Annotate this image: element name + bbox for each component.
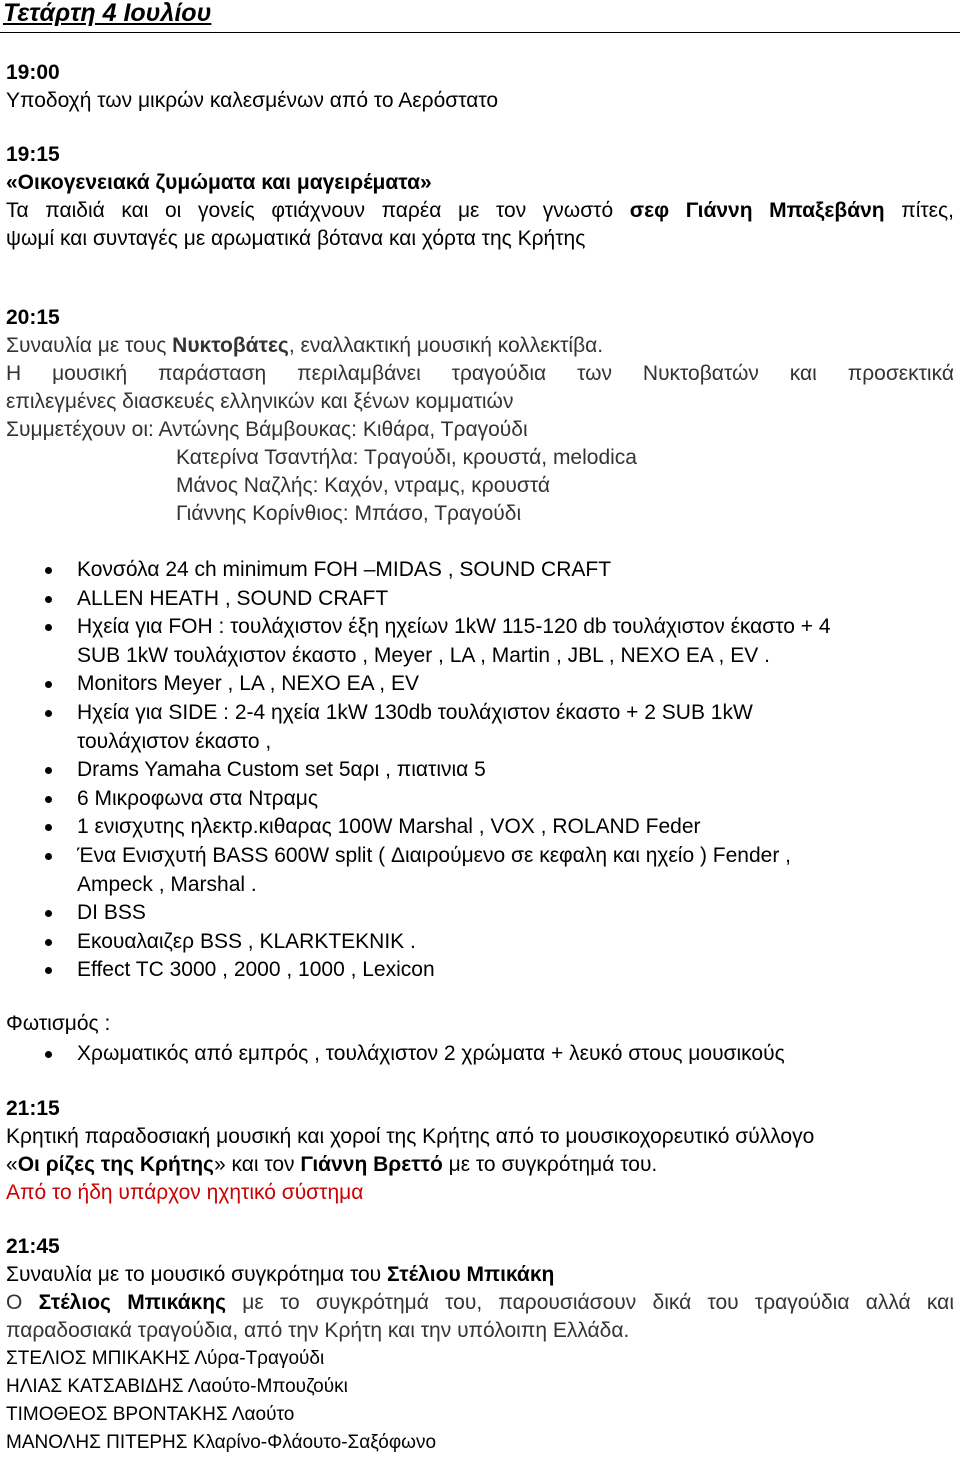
list-item [6,756,954,785]
list-item-text: τουλάχιστον έκαστο , [77,729,272,753]
text-2145-line3: παραδοσιακά τραγούδια, από την Κρήτη και την υπόλοιπη Ελλάδα. [6,1318,630,1342]
list-item [6,928,954,957]
list-item-text: DI BSS [77,901,146,925]
text-2145-line2 [6,1289,954,1317]
intro-2015-c: , εναλλακτική μουσική κολλεκτίβα. [288,334,604,357]
group-name: Οι ρίζες της Κρήτης [17,1152,214,1176]
list-item-text: Effect TC 3000 , 2000 , 1000 , Lexicon [77,958,435,982]
list-item [6,556,954,585]
text-1900: Υποδοχή των μικρών καλεσμένων από το Αερόστατο [6,89,499,112]
text-2115-l2-e: με το συγκρότημά του. [442,1152,658,1176]
time-2015: 20:15 [6,306,60,329]
time-1915: 19:15 [6,143,60,166]
lighting-list [6,1040,954,1069]
artist-name-bikakis-2: Στέλιος Μπικάκης [38,1290,226,1314]
list-item-text: ALLEN HEATH , SOUND CRAFT [77,586,389,610]
list-item-text: Ηχεία για FOH : τουλάχιστον έξη ηχείων 1kW 115-120 db τουλάχιστον έκαστο + 4 [77,615,831,639]
list-item-text: Monitors Meyer , LA , NEXO EA , EV [77,672,419,696]
members-label-2015: Συμμετέχουν οι: Αντώνης Βάμβουκας: Κιθάρα, Τραγούδι [6,418,528,441]
text-2115-line1: Κρητική παραδοσιακή μουσική και χοροί της Κρήτης από το μουσικοχορευτικό σύλλογο [6,1124,815,1148]
text-1915-l1-a: Τα παιδιά και οι γονείς φτιάχνουν παρέα με τον γνωστό [6,199,630,222]
page-title: Τετάρτη 4 Ιουλίου [3,0,212,27]
list-item [6,899,954,928]
equipment-list [6,556,954,985]
text-1915-line1 [6,197,954,225]
list-item [6,785,954,814]
member-2145: ΣΤΕΛΙΟΣ ΜΠΙΚΑΚΗΣ Λύρα-Τραγούδι [6,1347,325,1369]
artist-name-vrettos: Γιάννη Βρεττό [300,1152,443,1176]
lighting-label: Φωτισμός : [6,1011,111,1035]
member-2015: Μάνος Ναζλής: Καχόν, ντραμς, κρουστά [176,474,550,497]
text-2115-line2 [6,1151,954,1179]
member-2145: ΜΑΝΟΛΗΣ ΠΙΤΕΡΗΣ Κλαρίνο-Φλάουτο-Σαξόφωνο [6,1431,437,1453]
member-2145: ΗΛΙΑΣ ΚΑΤΣΑΒΙΔΗΣ Λαούτο-Μπουζούκι [6,1375,348,1397]
section-2145 [6,1233,954,1457]
list-item-text: Ηχεία για SIDE : 2-4 ηχεία 1kW 130db τουλάχιστον έκαστο + 2 SUB 1kW [77,700,753,724]
desc-2015-line1: Η μουσική παράσταση περιλαμβάνει τραγούδια των Νυκτοβατών και προσεκτικά [6,362,954,385]
list-item-text: Ampeck , Marshal . [77,872,257,896]
list-item-text: 6 Μικροφωνα στα Ντραμς [77,786,318,810]
time-2115: 21:15 [6,1096,60,1120]
list-item [6,613,954,670]
chef-name: σεφ Γιάννη Μπαξεβάνη [629,199,885,222]
intro-2015-a: Συναυλία με τους [6,334,173,357]
list-item [6,585,954,614]
member-2015: Κατερίνα Τσαντήλα: Τραγούδι, κρουστά, melodica [176,446,637,469]
list-item-text: SUB 1kW τουλάχιστον έκαστο , Meyer , LA , Martin , JBL , NEXO EA , EV . [77,643,770,667]
list-item [6,699,954,756]
text-2145-l1-a: Συναυλία με το μουσικό συγκρότημα του [6,1262,388,1286]
list-item [6,813,954,842]
list-item-text: Ένα Ενισχυτή BASS 600W split ( Διαιρούμενο σε κεφαλη και ηχείο ) Fender , [77,843,791,867]
list-item-text: 1 ενισχυτης ηλεκτρ.κιθαρας 100W Marshal , VOX , ROLAND Feder [77,815,701,839]
title-1915: «Οικογενειακά ζυμώματα και μαγειρέματα» [6,171,432,194]
list-item-text: Drams Yamaha Custom set 5αρι , πιατινια 5 [77,758,486,782]
list-item-text: Κονσόλα 24 ch minimum FOH –MIDAS , SOUND CRAFT [77,558,612,581]
time-1900: 19:00 [6,61,60,84]
title-divider [0,32,960,33]
member-2145: ΤΙΜΟΘΕΟΣ ΒΡΟΝΤΑΚΗΣ Λαούτο [6,1403,295,1425]
intro-2015 [6,332,954,360]
section-1900 [6,59,954,115]
text-2115-l2-c: » και τον [213,1152,301,1176]
band-name-nyktovates: Νυκτοβάτες [172,334,289,357]
list-item [6,670,954,699]
text-1915-line2: ψωμί και συνταγές με αρωματικά βότανα και χόρτα της Κρήτης [6,227,586,250]
text-2115-l2-a: « [6,1152,18,1176]
list-item [6,1040,954,1069]
section-2115 [6,1095,954,1207]
artist-name-bikakis: Στέλιου Μπικάκη [387,1262,555,1286]
time-2145: 21:45 [6,1234,60,1258]
list-item-text: Χρωματικός από εμπρός , τουλάχιστον 2 χρώματα + λευκό στους μουσικούς [77,1041,785,1065]
sound-system-note: Από το ήδη υπάρχον ηχητικό σύστημα [6,1180,364,1204]
list-item [6,956,954,985]
member-2015: Γιάννης Κορίνθιος: Μπάσο, Τραγούδι [176,502,522,525]
text-1915-l1-c: πίτες, [884,199,954,222]
section-2015 [6,304,954,1069]
text-2145-line1 [6,1261,954,1289]
list-item [6,842,954,899]
desc-2015-line2: επιλεγμένες διασκευές ελληνικών και ξένων κομματιών [6,390,514,413]
list-item-text: Εκουαλαιζερ BSS , KLARKTEKNIK . [77,929,416,953]
section-1915 [6,141,954,253]
text-2145-l2-c: με το συγκρότημά του, παρουσιάσουν δικά του τραγούδια αλλά και [226,1290,954,1314]
text-2145-l2-a: Ο [6,1290,39,1314]
